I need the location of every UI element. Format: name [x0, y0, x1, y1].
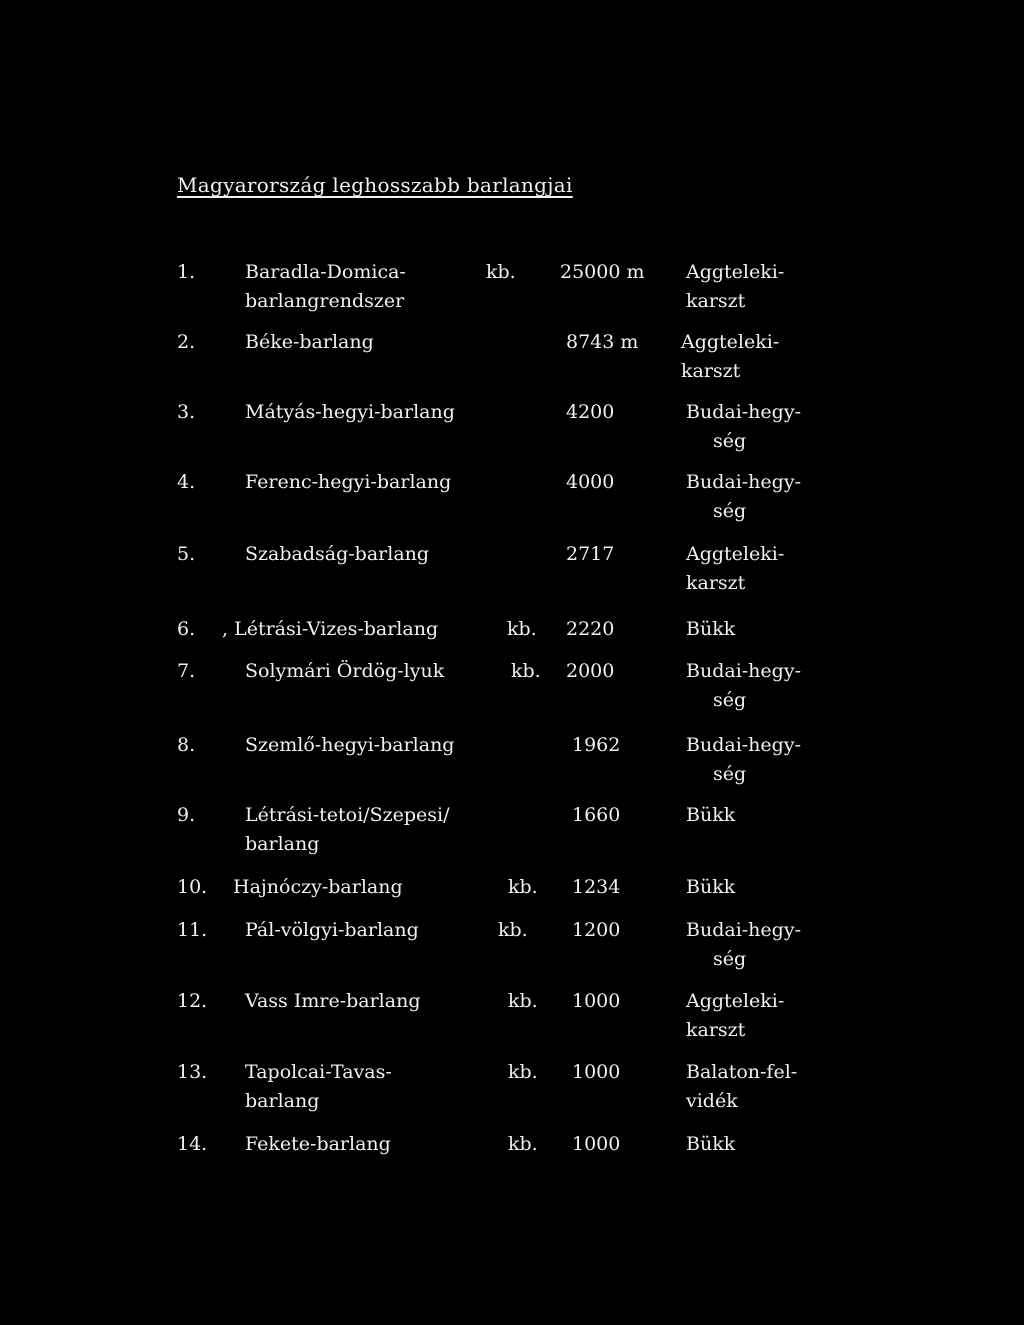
cave-name: Szemlő-hegyi-barlang — [245, 734, 455, 756]
cave-name: Vass Imre-barlang — [245, 990, 421, 1012]
cave-region: Aggteleki- karszt — [686, 543, 785, 594]
cave-region: Budai-hegy- ség — [686, 660, 801, 711]
cave-length: 1200 — [572, 919, 621, 941]
page-title: Magyarország leghosszabb barlangjai — [177, 173, 573, 197]
cave-region: Aggteleki- karszt — [686, 261, 785, 312]
cave-length: 1962 — [572, 734, 621, 756]
cave-name: Baradla-Domica- barlangrendszer — [245, 261, 406, 312]
item-number: 10. — [177, 876, 208, 898]
approx-label: kb. — [508, 1061, 538, 1083]
cave-region: Bükk — [686, 1133, 736, 1155]
cave-length: 2000 — [566, 660, 615, 682]
approx-label: kb. — [498, 919, 528, 941]
cave-name: Ferenc-hegyi-barlang — [245, 471, 452, 493]
cave-length: 2220 — [566, 618, 615, 640]
cave-length: 8743 m — [566, 331, 639, 353]
cave-length: 1000 — [572, 1133, 621, 1155]
cave-region: Budai-hegy- ség — [686, 401, 801, 452]
item-number: 11. — [177, 919, 208, 941]
cave-length: 1000 — [572, 1061, 621, 1083]
item-number: 12. — [177, 990, 208, 1012]
approx-label: kb. — [508, 876, 538, 898]
approx-label: kb. — [508, 990, 538, 1012]
item-number: 7. — [177, 660, 196, 682]
cave-name: Béke-barlang — [245, 331, 374, 353]
cave-region: Budai-hegy- ség — [686, 734, 801, 785]
cave-name: Mátyás-hegyi-barlang — [245, 401, 455, 423]
item-number: 4. — [177, 471, 196, 493]
approx-label: kb. — [511, 660, 541, 682]
item-number: 9. — [177, 804, 196, 826]
cave-region: Bükk — [686, 618, 736, 640]
cave-region: Balaton-fel- vidék — [686, 1061, 798, 1112]
item-number: 14. — [177, 1133, 208, 1155]
cave-region: Bükk — [686, 876, 736, 898]
cave-region: Aggteleki- karszt — [686, 990, 785, 1041]
cave-name: Fekete-barlang — [245, 1133, 391, 1155]
item-number: 2. — [177, 331, 196, 353]
approx-label: kb. — [486, 261, 516, 283]
cave-length: 4000 — [566, 471, 615, 493]
cave-name: Hajnóczy-barlang — [233, 876, 403, 898]
cave-region: Aggteleki- karszt — [681, 331, 780, 382]
item-number: 5. — [177, 543, 196, 565]
cave-name: Létrási-tetoi/Szepesi/ barlang — [245, 804, 450, 855]
cave-length: 1000 — [572, 990, 621, 1012]
cave-length: 25000 m — [560, 261, 645, 283]
item-number: 3. — [177, 401, 196, 423]
cave-region: Budai-hegy- ség — [686, 471, 801, 522]
approx-label: kb. — [508, 1133, 538, 1155]
cave-length: 4200 — [566, 401, 615, 423]
item-number: 13. — [177, 1061, 208, 1083]
cave-name: , Létrási-Vizes-barlang — [222, 618, 439, 640]
cave-length: 2717 — [566, 543, 615, 565]
cave-name: Pál-völgyi-barlang — [245, 919, 419, 941]
cave-name: Solymári Ördög-lyuk — [245, 660, 445, 682]
cave-name: Tapolcai-Tavas- barlang — [245, 1061, 392, 1112]
item-number: 1. — [177, 261, 196, 283]
approx-label: kb. — [507, 618, 537, 640]
cave-length: 1660 — [572, 804, 621, 826]
cave-length: 1234 — [572, 876, 621, 898]
cave-region: Bükk — [686, 804, 736, 826]
item-number: 6. — [177, 618, 196, 640]
cave-region: Budai-hegy- ség — [686, 919, 801, 970]
item-number: 8. — [177, 734, 196, 756]
cave-name: Szabadság-barlang — [245, 543, 430, 565]
